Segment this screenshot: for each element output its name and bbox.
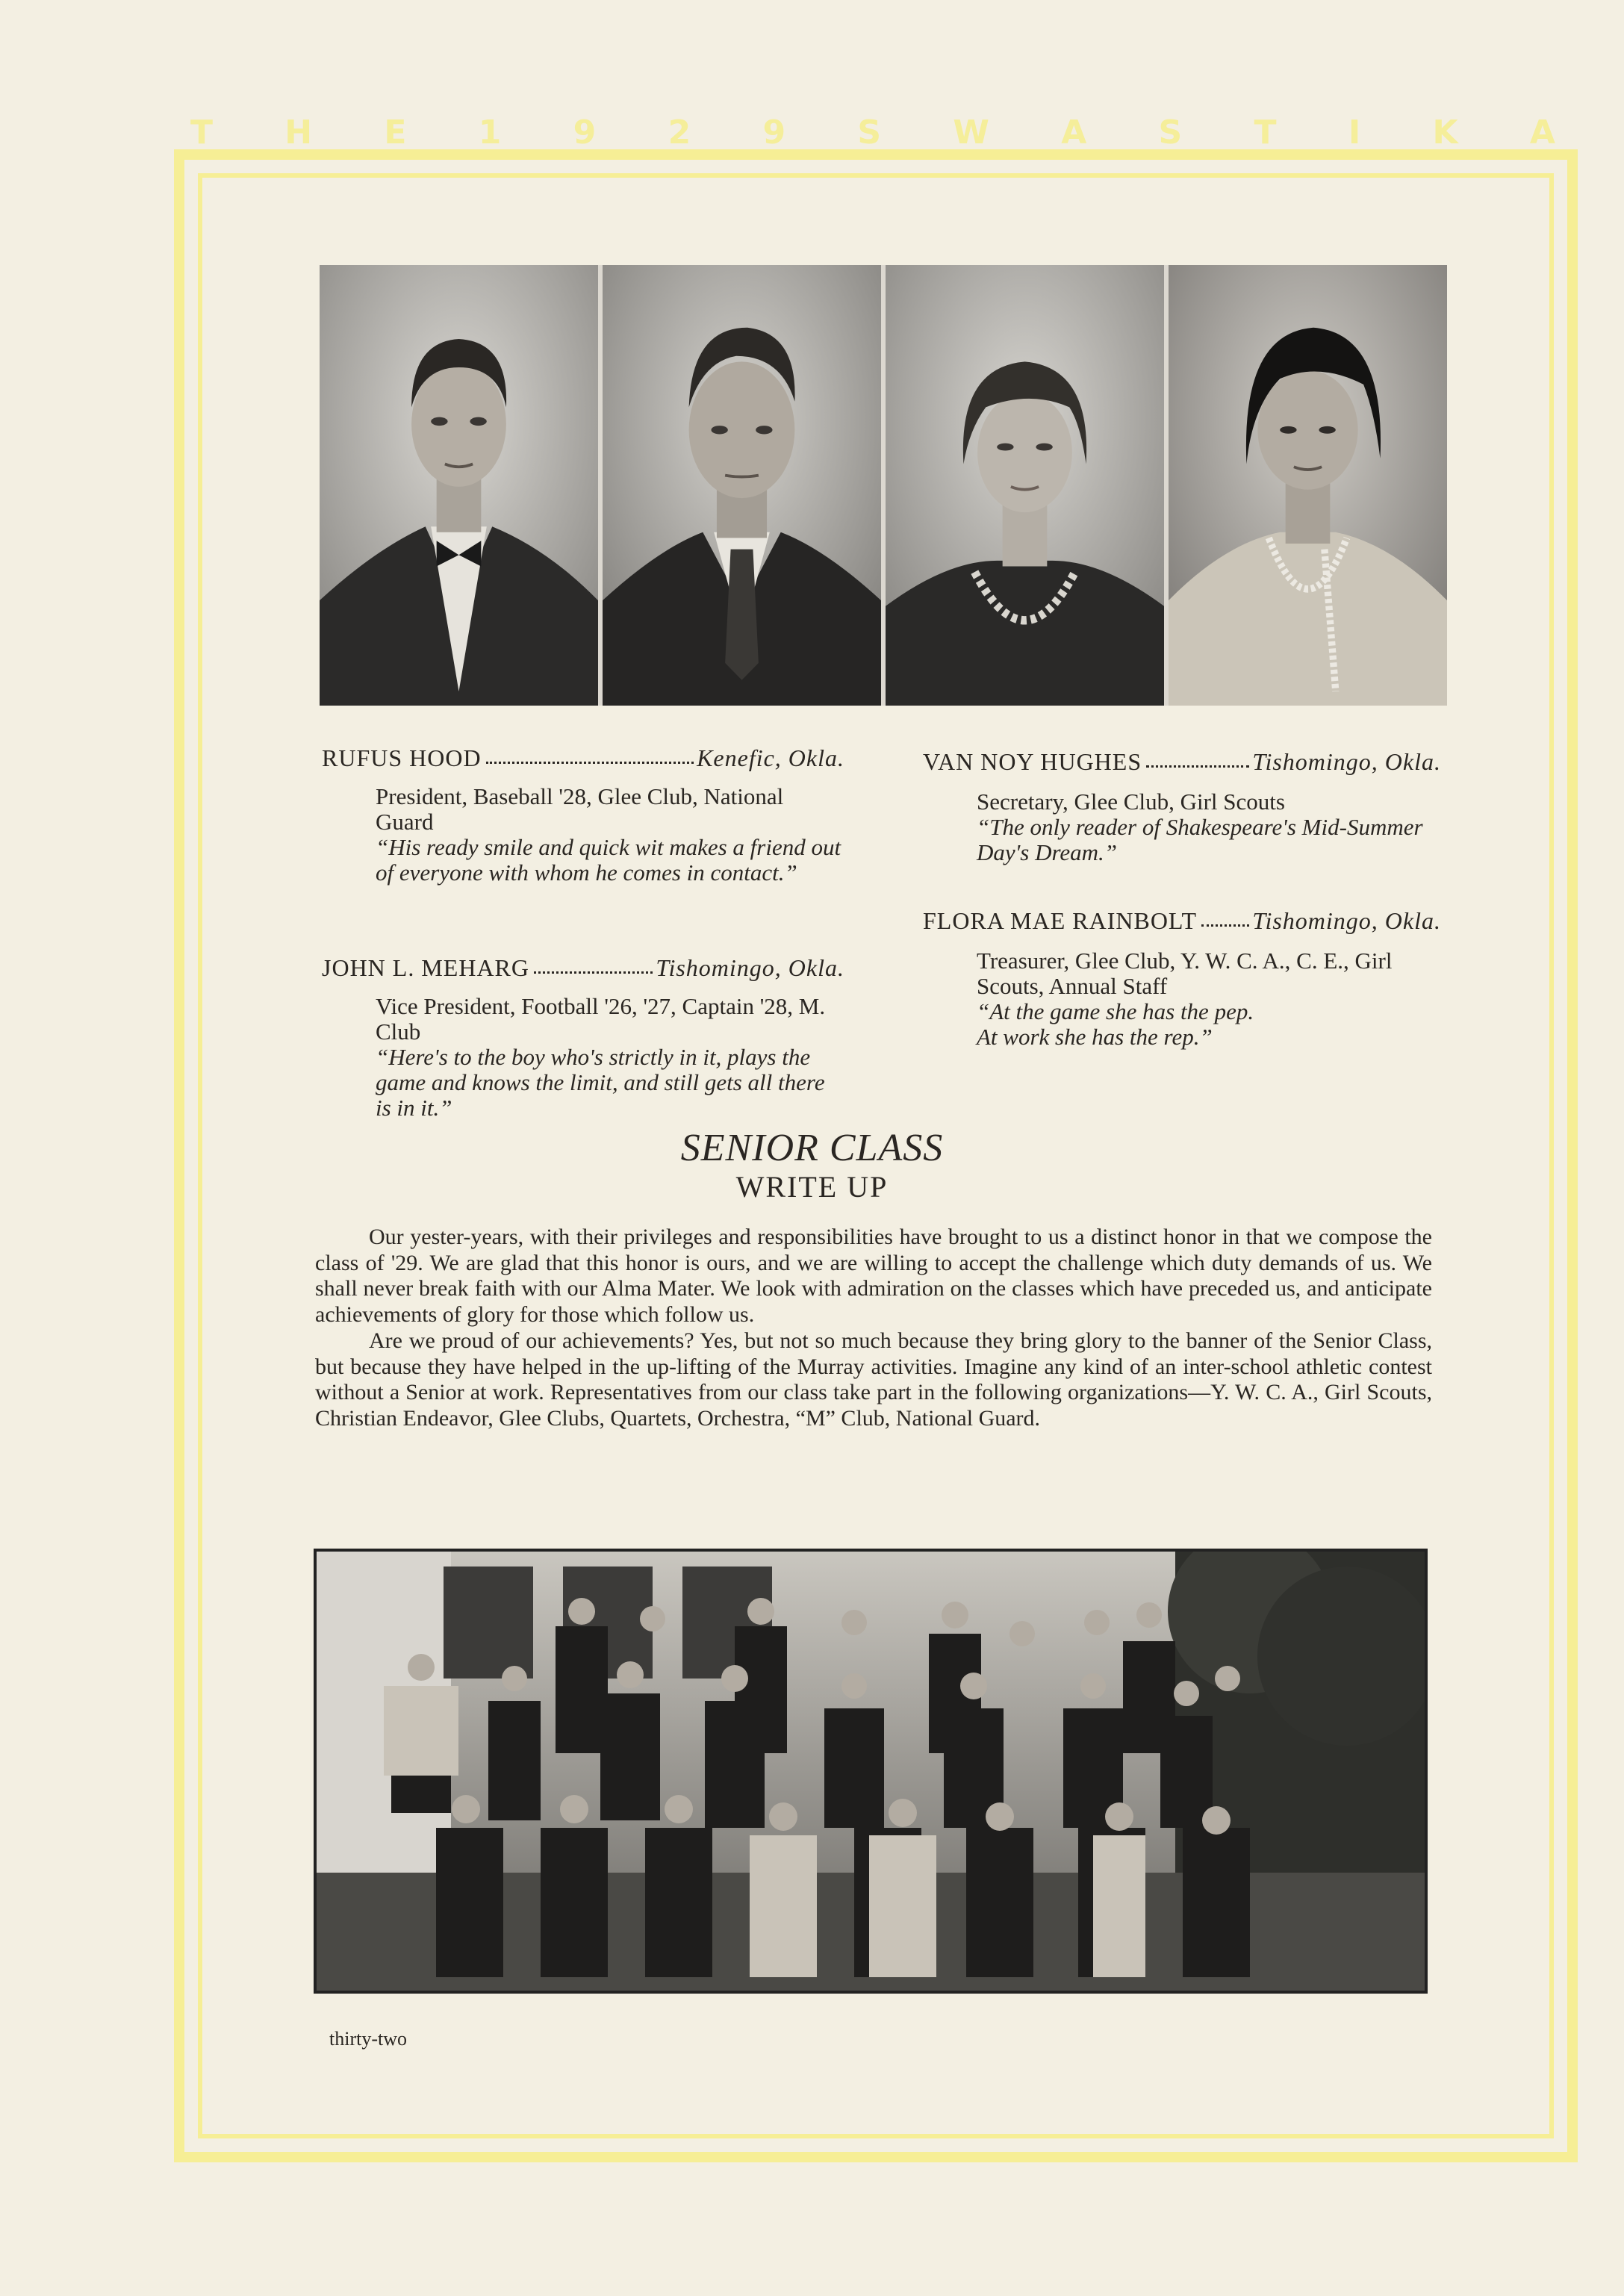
- running-head-letter: W: [953, 113, 991, 152]
- student-name: FLORA MAE RAINBOLT: [923, 907, 1198, 934]
- page-number: thirty-two: [329, 2028, 407, 2050]
- student-activities: Treasurer, Glee Club, Y. W. C. A., C. E., Girl Scouts, Annual Staff: [977, 948, 1393, 999]
- section-title: SENIOR CLASS: [680, 1127, 944, 1169]
- leader-dots: [1201, 908, 1249, 927]
- leader-dots: [1146, 749, 1249, 768]
- running-head-letter: A: [1529, 113, 1557, 152]
- running-head-letter: 9: [762, 113, 788, 152]
- bio-flora-mae-rainbolt: [923, 908, 1441, 1050]
- student-town: Tishomingo, Okla.: [656, 954, 844, 981]
- portrait-flora-mae-rainbolt: [1169, 265, 1447, 706]
- writeup-paragraph: Are we proud of our achievements? Yes, but not so much because they bring glory to the banner of the Senior Class, but because they have helped in the up-lifting of the Murray activities. Imagine any kind of an inter-school athletic contest without a Senior at work. Representatives from our class take part in the following organizations—Y. W. C. A., Girl Scouts, Christian Endeavor, Glee Clubs, Quartets, Orchestra, “M” Club, National Guard.: [315, 1328, 1432, 1431]
- student-name: JOHN L. MEHARG: [322, 954, 529, 981]
- student-activities: President, Baseball '28, Glee Club, National Guard: [376, 783, 784, 835]
- writeup-paragraph: Our yester-years, with their privileges and responsibilities have brought to us a distinct honor in that we compose the class of '29. We are glad that this honor is ours, and we are willing to accept the challenge which duty demands of us. We shall never break faith with our Alma Mater. We look with admiration on the classes which have preceded us, and anticipate achievements of glory for those which follow us.: [315, 1225, 1432, 1328]
- student-town: Tishomingo, Okla.: [1252, 748, 1441, 775]
- running-head-letter: 1: [478, 113, 503, 152]
- bio-header: [923, 749, 1441, 774]
- student-name: RUFUS HOOD: [322, 744, 482, 771]
- bio-van-noy-hughes: [923, 749, 1441, 865]
- running-head: [190, 112, 1557, 152]
- portrait-row: [320, 265, 1447, 706]
- bio-header: [322, 745, 844, 771]
- student-quote: “The only reader of Shakespeare's Mid-Summer Day's Dream.”: [977, 814, 1423, 865]
- student-town: Kenefic, Okla.: [697, 744, 844, 771]
- portrait-rufus-hood: [320, 265, 598, 706]
- bio-header: [322, 955, 844, 980]
- group-photo: [314, 1549, 1428, 1994]
- leader-dots: [486, 745, 694, 764]
- student-town: Tishomingo, Okla.: [1252, 907, 1441, 934]
- running-head-letter: K: [1432, 113, 1460, 152]
- portrait-john-meharg: [603, 265, 881, 706]
- writeup-body: [315, 1225, 1432, 1432]
- student-quote: “His ready smile and quick wit makes a friend out of everyone with whom he comes in contact.”: [376, 834, 841, 886]
- running-head-letter: S: [857, 113, 883, 152]
- bio-header: [923, 908, 1441, 933]
- student-quote-line: At work she has the rep.”: [977, 1024, 1213, 1050]
- running-head-letter: T: [1254, 113, 1278, 152]
- student-activities: Vice President, Football '26, '27, Captain '28, M. Club: [376, 993, 826, 1045]
- running-head-letter: S: [1158, 113, 1184, 152]
- portrait-van-noy-hughes: [886, 265, 1164, 706]
- running-head-letter: T: [190, 113, 215, 152]
- student-name: VAN NOY HUGHES: [923, 748, 1142, 775]
- running-head-letter: 9: [573, 113, 598, 152]
- student-quote-line: “At the game she has the pep.: [977, 998, 1254, 1024]
- running-head-letter: I: [1348, 113, 1363, 152]
- leader-dots: [534, 955, 653, 974]
- group-photo-image: [317, 1552, 1425, 1991]
- running-head-letter: 2: [668, 113, 693, 152]
- running-head-letter: E: [384, 113, 408, 152]
- student-quote: “Here's to the boy who's strictly in it, plays the game and knows the limit, and still gets all there is in it.”: [376, 1044, 825, 1121]
- student-activities: Secretary, Glee Club, Girl Scouts: [977, 788, 1285, 815]
- section-subtitle: WRITE UP: [735, 1170, 889, 1204]
- bio-rufus-hood: [322, 745, 844, 886]
- bio-john-meharg: [322, 955, 844, 1121]
- running-head-letter: A: [1061, 113, 1089, 152]
- running-head-letter: H: [284, 113, 314, 152]
